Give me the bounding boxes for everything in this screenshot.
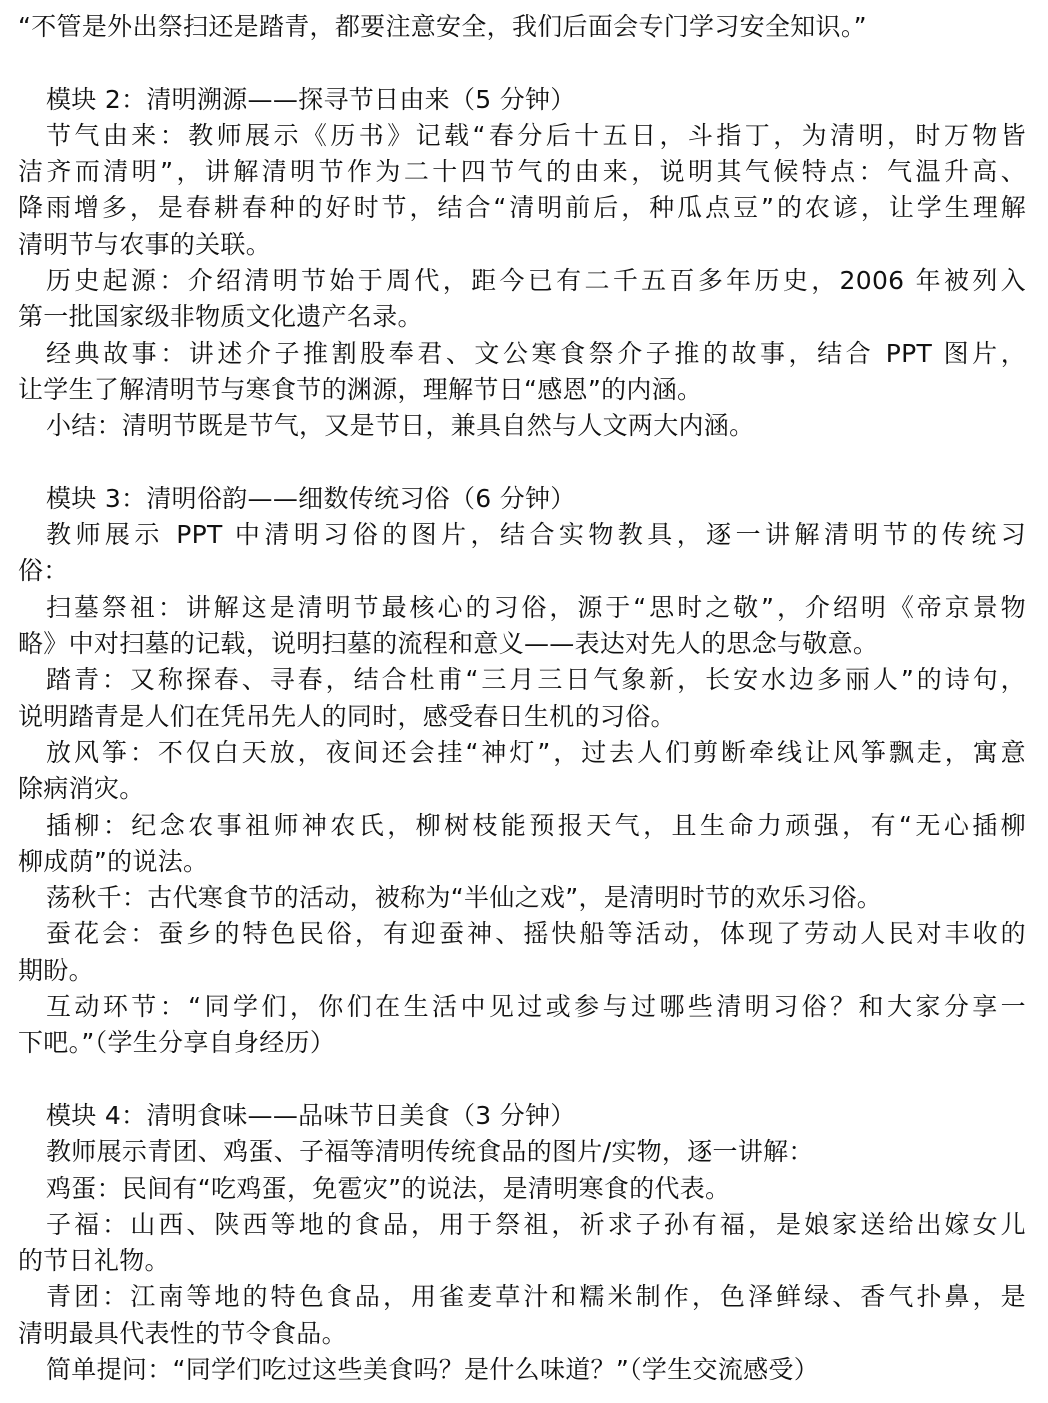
paragraph-line: 清明最具代表性的节令食品。 [18, 1318, 347, 1348]
paragraph-line: 降雨增多，是春耕春种的好时节，结合“清明前后，种瓜点豆”的农谚，让学生理解 [18, 193, 1026, 223]
paragraph-line: 小结：清明节既是节气，又是节日，兼具自然与人文两大内涵。 [46, 411, 755, 441]
paragraph-line: 子福：山西、陕西等地的食品，用于祭祖，祈求子孙有福，是娘家送给出嫁女儿 [46, 1209, 1026, 1239]
paragraph-line: 教师展示青团、鸡蛋、子福等清明传统食品的图片/实物，逐一讲解： [46, 1137, 814, 1167]
paragraph-line: 节气由来：教师展示《历书》记载“春分后十五日，斗指丁，为清明，时万物皆 [46, 120, 1026, 150]
paragraph-line: 历史起源：介绍清明节始于周代，距今已有二千五百多年历史，2006 年被列入 [46, 266, 1026, 296]
paragraph-line: 经典故事：讲述介子推割股奉君、文公寒食祭介子推的故事，结合 PPT 图片， [46, 338, 1026, 368]
blank-line [18, 1062, 1026, 1098]
paragraph-line: 的节日礼物。 [18, 1246, 170, 1276]
paragraph-line: 互动环节：“同学们，你们在生活中见过或参与过哪些清明习俗？和大家分享一 [46, 992, 1026, 1022]
module4-heading: 模块 4：清明食味——品味节日美食（3 分钟） [46, 1100, 576, 1130]
paragraph-line: 让学生了解清明节与寒食节的渊源，理解节日“感恩”的内涵。 [18, 374, 703, 404]
paragraph-line: 略》中对扫墓的记载，说明扫墓的流程和意义——表达对先人的思念与敬意。 [18, 629, 879, 659]
paragraph-line: 说明踏青是人们在凭吊先人的同时，感受春日生机的习俗。 [18, 701, 676, 731]
paragraph-line: 清明节与农事的关联。 [18, 229, 272, 259]
paragraph-line: 除病消灾。 [18, 774, 145, 804]
paragraph-line: 蚕花会：蚕乡的特色民俗，有迎蚕神、摇快船等活动，体现了劳动人民对丰收的 [46, 919, 1026, 949]
intro-quote: “不管是外出祭扫还是踏青，都要注意安全，我们后面会专门学习安全知识。” [18, 12, 867, 41]
paragraph-line: 期盼。 [18, 955, 94, 985]
paragraph-line: 俗： [18, 556, 69, 586]
paragraph-line: 简单提问：“同学们吃过这些美食吗？是什么味道？”（学生交流感受） [46, 1354, 820, 1384]
blank-line [18, 445, 1026, 481]
paragraph-line: 柳成荫”的说法。 [18, 846, 209, 876]
paragraph-line: 插柳：纪念农事祖师神农氏，柳树枝能预报天气，且生命力顽强，有“无心插柳 [46, 810, 1026, 840]
paragraph-line: 洁齐而清明”，讲解清明节作为二十四节气的由来，说明其气候特点：气温升高、 [18, 157, 1026, 187]
paragraph-line: 下吧。”（学生分享自身经历） [18, 1028, 336, 1058]
module2-heading: 模块 2：清明溯源——探寻节日由来（5 分钟） [46, 84, 576, 114]
paragraph-line: 第一批国家级非物质文化遗产名录。 [18, 302, 423, 332]
blank-line [18, 45, 1026, 81]
module3-heading: 模块 3：清明俗韵——细数传统习俗（6 分钟） [46, 483, 576, 513]
paragraph-line: 青团：江南等地的特色食品，用雀麦草汁和糯米制作，色泽鲜绿、香气扑鼻，是 [46, 1282, 1026, 1312]
paragraph-line: 扫墓祭祖：讲解这是清明节最核心的习俗，源于“思时之敬”，介绍明《帝京景物 [46, 592, 1026, 622]
paragraph-line: 踏青：又称探春、寻春，结合杜甫“三月三日气象新，长安水边多丽人”的诗句， [46, 665, 1026, 695]
paragraph-line: 放风筝：不仅白天放，夜间还会挂“神灯”，过去人们剪断牵线让风筝飘走，寓意 [46, 737, 1026, 767]
paragraph-line: 教师展示 PPT 中清明习俗的图片，结合实物教具，逐一讲解清明节的传统习 [46, 520, 1026, 550]
paragraph-line: 荡秋千：古代寒食节的活动，被称为“半仙之戏”，是清明时节的欢乐习俗。 [46, 883, 883, 913]
paragraph-line: 鸡蛋：民间有“吃鸡蛋，免雹灾”的说法，是清明寒食的代表。 [46, 1173, 731, 1203]
